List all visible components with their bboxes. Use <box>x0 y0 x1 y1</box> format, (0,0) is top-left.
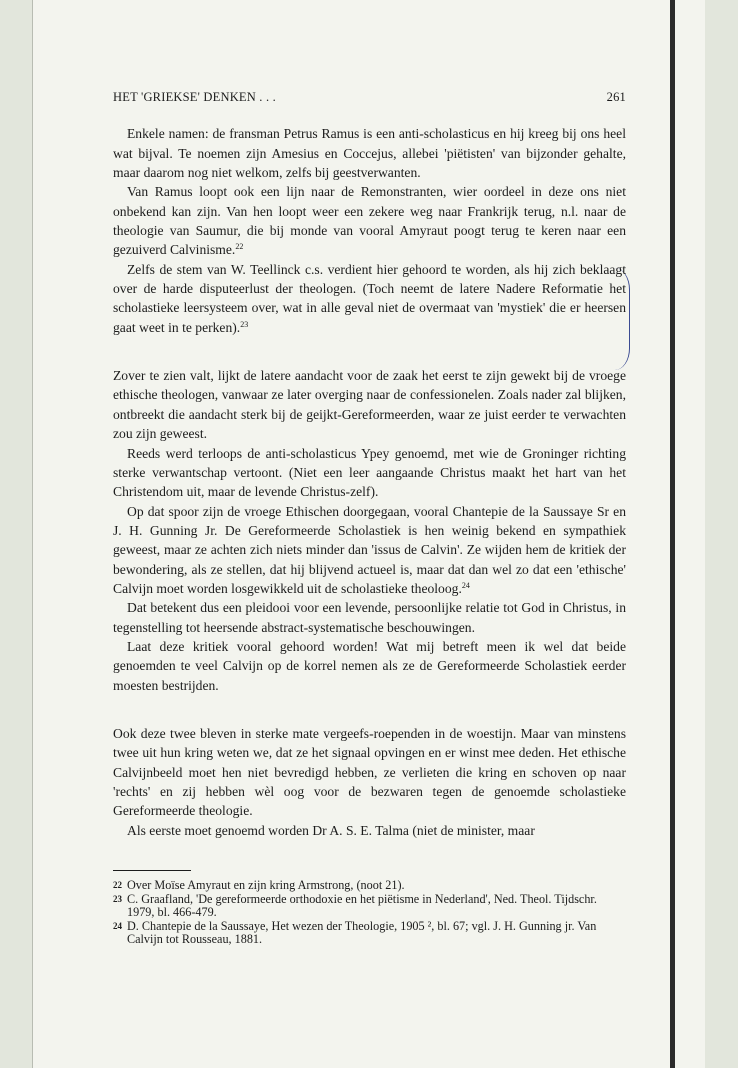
paragraph: Laat deze kritiek vooral gehoord worden! Wat mij betreft meen ik wel dat beide genoemden te veel Calvijn op de korrel nemen als ze de Gereformeerde Scholastiek eerder moesten bestrijden. <box>113 638 626 693</box>
running-header-title: HET 'GRIEKSE' DENKEN . . . <box>113 90 276 104</box>
section-gap <box>113 695 626 724</box>
footnotes <box>113 879 626 947</box>
page-content <box>113 88 626 947</box>
footnote: 24 D. Chantepie de la Saussaye, Het wezen der Theologie, 1905 ², bl. 67; vgl. J. H. Gunning jr. Van Calvijn tot Rousseau, 1881. <box>113 918 597 947</box>
footnote-ref: 22 <box>235 242 244 252</box>
scanned-page <box>32 0 705 1068</box>
footnote-rule <box>113 870 191 871</box>
paragraph: Zover te zien valt, lijkt de latere aandacht voor de zaak het eerst te zijn gewekt bij de vroege ethische theologen, vanwaar ze later overging naar de confessionelen. Zoals nader zal blijken, ontbreekt die aandacht sterk bij de geijkt-Gereformeerden, waar ze juist eerder te verwachten zou zijn geweest. <box>113 368 626 442</box>
section-gap <box>113 337 626 366</box>
footnote: 23 C. Graafland, 'De gereformeerde orthodoxie en het piëtisme in Nederland', Ned. Theol. Tijdschr. 1979, bl. 466-479. <box>113 891 597 920</box>
paragraph: Zelfs de stem van W. Teellinck c.s. verdient hier gehoord te worden, als hij zich beklaagt over de harde disputeerlust der theologen. (Toch neemt de latere Nadere Reformatie het scholastieke leersysteem over, wat in alle geval niet de overmaat van 'mystiek' die er heersen gaat weet in te perken).$^{23}$ <box>113 261 626 335</box>
page-number: 261 <box>606 90 626 104</box>
footnote-ref: 24 <box>461 580 470 590</box>
page-edge-shadow <box>670 0 675 1068</box>
running-header <box>113 88 626 107</box>
paragraph: Enkele namen: de fransman Petrus Ramus is een anti-scholasticus en hij kreeg bij ons heel wat bijval. Te noemen zijn Amesius en Coccejus, allebei 'piëtisten' van bijzonder gehalte, maar daarom nog niet welkom, zelfs bij geestverwanten. <box>113 126 626 181</box>
paragraph: Op dat spoor zijn de vroege Ethischen doorgegaan, vooral Chantepie de la Saussaye Sr en J. H. Gunning Jr. De Gereformeerde Scholastiek is hen weinig bekend en sympathiek geweest, maar ze achten zich niets minder dan 'issus de Calvin'. Ze wijden hem de kritiek der bewondering, als ze stellen, dat hij blijvend actueel is, maar dat dan wel zo dat een 'ethische' Calvijn moet worden losgewikkeld uit de scholastieke theoloog.$^{24}$ <box>113 503 626 596</box>
footnote-ref: 23 <box>240 319 249 329</box>
paragraph: Van Ramus loopt ook een lijn naar de Remonstranten, wier oordeel in deze ons niet onbekend kan zijn. Van hen loopt weer een zekere weg naar Frankrijk terug, n.l. naar de theologie van Saumur, die bij monde van vooral Amyraut poogt terug te keren naar een gezuiverd Calvinisme.$^{22}$ <box>113 184 626 258</box>
paragraph: Dat betekent dus een pleidooi voor een levende, persoonlijke relatie tot God in Christus, in tegenstelling tot heersende abstract-systematische beschouwingen. <box>113 600 626 635</box>
paragraph: Reeds werd terloops de anti-scholasticus Ypey genoemd, met wie de Groninger richting sterke verwantschap vertoont. (Niet een leer aangaande Christus maakt het hart van het Christendom uit, maar de levende Christus-zelf). <box>113 445 626 500</box>
paragraph: Ook deze twee bleven in sterke mate vergeefs-roependen in de woestijn. Maar van minstens twee uit hun kring weten we, dat ze het signaal opvingen en er winst mee deden. Het ethische Calvijnbeeld moet hen niet bevredigd hebben, ze verlieten die kring en schoven op naar 'rechts' en zij hebben wèl oog voor de bezwaren tegen de genoemde scholastieke Gereformeerde theologie. <box>113 725 626 819</box>
footnote: 22 Over Moïse Amyraut en zijn kring Armstrong, (noot 21). <box>113 878 405 893</box>
paragraph: Als eerste moet genoemd worden Dr A. S. E. Talma (niet de minister, maar <box>127 822 535 838</box>
